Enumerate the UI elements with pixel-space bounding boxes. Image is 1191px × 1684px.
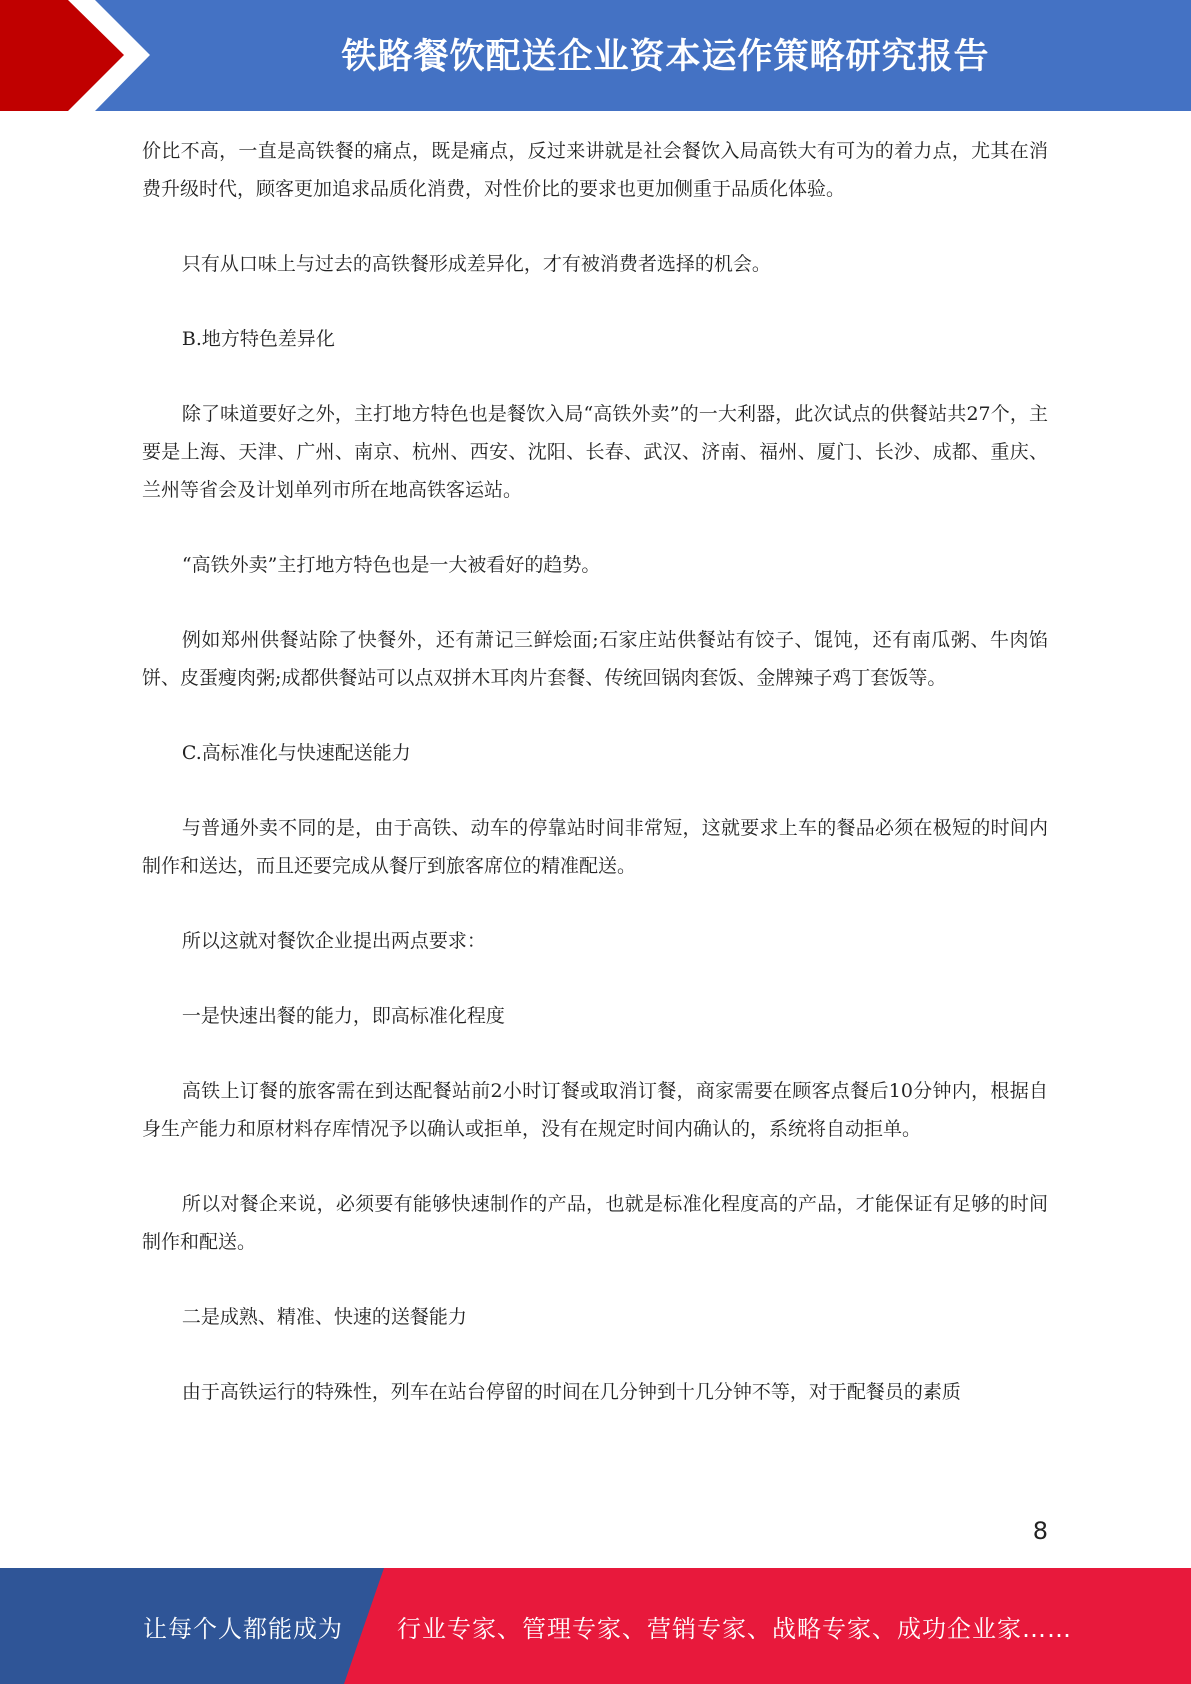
paragraph: 高铁上订餐的旅客需在到达配餐站前2小时订餐或取消订餐，商家需要在顾客点餐后10分钟内，根据自身生产能力和原材料存库情况予以确认或拒单，没有在规定时间内确认的，系统将自动拒单。 [142,1080,1048,1140]
paragraph: 所以对餐企来说，必须要有能够快速制作的产品，也就是标准化程度高的产品，才能保证有足够的时间制作和配送。 [142,1193,1048,1253]
body-content [142,132,1048,1448]
paragraph: 价比不高，一直是高铁餐的痛点，既是痛点，反过来讲就是社会餐饮入局高铁大有可为的着力点，尤其在消费升级时代，顾客更加追求品质化消费，对性价比的要求也更加侧重于品质化体验。 [142,140,1048,200]
section-heading: B.地方特色差异化 [181,328,335,350]
paragraph: 二是成熟、精准、快速的送餐能力 [181,1306,467,1328]
red-chevron-icon [0,0,160,111]
page-footer [0,1568,1191,1684]
paragraph: 只有从口味上与过去的高铁餐形成差异化，才有被消费者选择的机会。 [181,253,771,275]
footer-slogan-right: 行业专家、管理专家、营销专家、战略专家、成功企业家…… [397,1614,1072,1643]
section-heading: C.高标准化与快速配送能力 [181,742,411,764]
paragraph: 一是快速出餐的能力，即高标准化程度 [181,1005,505,1027]
paragraph: 除了味道要好之外，主打地方特色也是餐饮入局“高铁外卖”的一大利器，此次试点的供餐站共27个，主要是上海、天津、广州、南京、杭州、西安、沈阳、长春、武汉、济南、福州、厦门、长沙、成都、重庆、兰州等省会及计划单列市所在地高铁客运站。 [142,403,1048,501]
page-number: 8 [1032,1517,1048,1545]
report-title: 铁路餐饮配送企业资本运作策略研究报告 [341,37,990,77]
footer-slogan-left: 让每个人都能成为 [143,1614,343,1643]
paragraph: 由于高铁运行的特殊性，列车在站台停留的时间在几分钟到十几分钟不等，对于配餐员的素质 [181,1381,961,1403]
page-header [0,0,1191,111]
paragraph: 所以这就对餐饮企业提出两点要求： [181,930,486,952]
paragraph: “高铁外卖”主打地方特色也是一大被看好的趋势。 [181,554,601,576]
paragraph: 与普通外卖不同的是，由于高铁、动车的停靠站时间非常短，这就要求上车的餐品必须在极短的时间内制作和送达，而且还要完成从餐厅到旅客席位的精准配送。 [142,817,1048,877]
paragraph: 例如郑州供餐站除了快餐外，还有萧记三鲜烩面;石家庄站供餐站有饺子、馄饨，还有南瓜粥、牛肉馅饼、皮蛋瘦肉粥;成都供餐站可以点双拼木耳肉片套餐、传统回锅肉套饭、金牌辣子鸡丁套饭等。 [142,629,1048,689]
